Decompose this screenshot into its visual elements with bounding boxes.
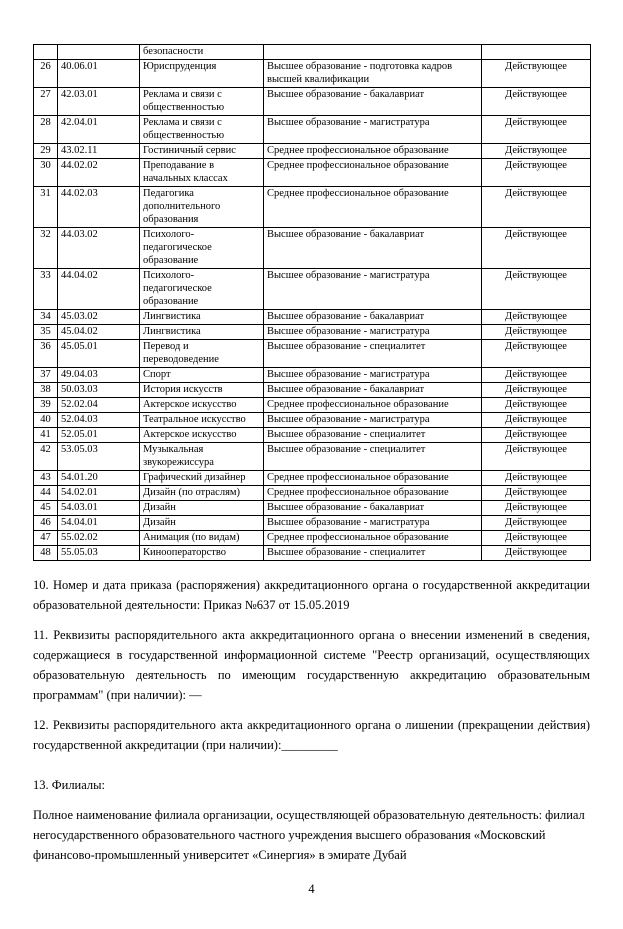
table-row bbox=[34, 340, 591, 368]
paragraph-revocation-act: 12. Реквизиты распорядительного акта аккредитационного органа о лишении (прекращении действия) государственной аккредитации (при наличии):_________ bbox=[33, 718, 590, 752]
cell-name: Дизайн bbox=[140, 501, 264, 516]
cell-code: 42.04.01 bbox=[58, 116, 140, 144]
cell-num: 30 bbox=[34, 159, 58, 187]
table-row bbox=[34, 413, 591, 428]
cell-name: Дизайн bbox=[140, 516, 264, 531]
table-row bbox=[34, 187, 591, 228]
cell-code: 44.03.02 bbox=[58, 228, 140, 269]
cell-num: 38 bbox=[34, 383, 58, 398]
cell-level: Высшее образование - бакалавриат bbox=[264, 383, 482, 398]
cell-name: Актерское искусство bbox=[140, 398, 264, 413]
cell-name: Театральное искусство bbox=[140, 413, 264, 428]
cell-level: Высшее образование - магистратура bbox=[264, 269, 482, 310]
cell-name: Юриспруденция bbox=[140, 60, 264, 88]
cell-name: Преподавание в начальных классах bbox=[140, 159, 264, 187]
cell-code: 52.04.03 bbox=[58, 413, 140, 428]
cell-num: 32 bbox=[34, 228, 58, 269]
cell-num: 27 bbox=[34, 88, 58, 116]
cell-status: Действующее bbox=[482, 486, 591, 501]
cell-status: Действующее bbox=[482, 531, 591, 546]
table-row bbox=[34, 325, 591, 340]
paragraph-branches-heading: 13. Филиалы: bbox=[33, 778, 106, 792]
cell-num: 26 bbox=[34, 60, 58, 88]
cell-num: 28 bbox=[34, 116, 58, 144]
table-row bbox=[34, 486, 591, 501]
cell-code: 52.02.04 bbox=[58, 398, 140, 413]
table-row bbox=[34, 546, 591, 561]
cell-num bbox=[34, 45, 58, 60]
cell-name: История искусств bbox=[140, 383, 264, 398]
cell-name: Актерское искусство bbox=[140, 428, 264, 443]
cell-status: Действующее bbox=[482, 501, 591, 516]
table-body bbox=[34, 45, 591, 561]
cell-num: 40 bbox=[34, 413, 58, 428]
table-row bbox=[34, 144, 591, 159]
cell-status: Действующее bbox=[482, 398, 591, 413]
cell-level: Высшее образование - магистратура bbox=[264, 325, 482, 340]
cell-name: Перевод и переводоведение bbox=[140, 340, 264, 368]
cell-num: 45 bbox=[34, 501, 58, 516]
cell-code: 52.05.01 bbox=[58, 428, 140, 443]
cell-status: Действующее bbox=[482, 60, 591, 88]
cell-code: 53.05.03 bbox=[58, 443, 140, 471]
cell-status: Действующее bbox=[482, 443, 591, 471]
cell-code: 49.04.03 bbox=[58, 368, 140, 383]
cell-level: Высшее образование - магистратура bbox=[264, 516, 482, 531]
table-row bbox=[34, 368, 591, 383]
cell-name: безопасности bbox=[140, 45, 264, 60]
cell-name: Психолого-педагогическое образование bbox=[140, 228, 264, 269]
cell-name: Психолого-педагогическое образование bbox=[140, 269, 264, 310]
paragraph-branch-full-name: Полное наименование филиала организации, осуществляющей образовательную деятельность: филиал негосударственного образовательного частного учреждения высшего образования «Московский финансово-промышленный университет «Синергия» в эмирате Дубай bbox=[33, 808, 585, 862]
cell-level: Высшее образование - подготовка кадров высшей квалификации bbox=[264, 60, 482, 88]
cell-status: Действующее bbox=[482, 383, 591, 398]
cell-status: Действующее bbox=[482, 546, 591, 561]
table-row bbox=[34, 443, 591, 471]
cell-status: Действующее bbox=[482, 340, 591, 368]
cell-status: Действующее bbox=[482, 228, 591, 269]
cell-status: Действующее bbox=[482, 116, 591, 144]
cell-name: Дизайн (по отраслям) bbox=[140, 486, 264, 501]
cell-code: 43.02.11 bbox=[58, 144, 140, 159]
cell-level: Среднее профессиональное образование bbox=[264, 144, 482, 159]
page-number: 4 bbox=[308, 882, 315, 896]
cell-code: 55.02.02 bbox=[58, 531, 140, 546]
cell-num: 31 bbox=[34, 187, 58, 228]
cell-num: 34 bbox=[34, 310, 58, 325]
cell-status: Действующее bbox=[482, 428, 591, 443]
cell-num: 37 bbox=[34, 368, 58, 383]
table-row bbox=[34, 428, 591, 443]
cell-num: 35 bbox=[34, 325, 58, 340]
cell-num: 36 bbox=[34, 340, 58, 368]
cell-code: 54.01.20 bbox=[58, 471, 140, 486]
cell-level: Высшее образование - специалитет bbox=[264, 340, 482, 368]
cell-status: Действующее bbox=[482, 310, 591, 325]
cell-name: Гостиничный сервис bbox=[140, 144, 264, 159]
table-row bbox=[34, 228, 591, 269]
cell-level: Высшее образование - специалитет bbox=[264, 443, 482, 471]
table-row bbox=[34, 310, 591, 325]
cell-num: 42 bbox=[34, 443, 58, 471]
cell-level: Высшее образование - специалитет bbox=[264, 428, 482, 443]
cell-status: Действующее bbox=[482, 471, 591, 486]
cell-status: Действующее bbox=[482, 368, 591, 383]
cell-name: Реклама и связи с общественностью bbox=[140, 88, 264, 116]
table-row bbox=[34, 398, 591, 413]
table-row bbox=[34, 45, 591, 60]
cell-level: Высшее образование - бакалавриат bbox=[264, 88, 482, 116]
table-row bbox=[34, 116, 591, 144]
cell-level: Высшее образование - магистратура bbox=[264, 413, 482, 428]
cell-code: 44.04.02 bbox=[58, 269, 140, 310]
cell-level: Высшее образование - специалитет bbox=[264, 546, 482, 561]
cell-status bbox=[482, 45, 591, 60]
cell-code: 44.02.02 bbox=[58, 159, 140, 187]
cell-status: Действующее bbox=[482, 144, 591, 159]
cell-status: Действующее bbox=[482, 187, 591, 228]
cell-level: Среднее профессиональное образование bbox=[264, 398, 482, 413]
cell-code: 45.03.02 bbox=[58, 310, 140, 325]
cell-level: Среднее профессиональное образование bbox=[264, 531, 482, 546]
cell-name: Лингвистика bbox=[140, 325, 264, 340]
table-row bbox=[34, 383, 591, 398]
cell-level: Высшее образование - бакалавриат bbox=[264, 310, 482, 325]
paragraph-order-number: 10. Номер и дата приказа (распоряжения) аккредитационного органа о государственной аккредитации образовательной деятельности: Приказ №637 от 15.05.2019 bbox=[33, 578, 590, 612]
cell-level: Высшее образование - магистратура bbox=[264, 368, 482, 383]
cell-code: 44.02.03 bbox=[58, 187, 140, 228]
table-row bbox=[34, 88, 591, 116]
cell-level: Высшее образование - бакалавриат bbox=[264, 501, 482, 516]
cell-code: 42.03.01 bbox=[58, 88, 140, 116]
paragraph-amendments-act: 11. Реквизиты распорядительного акта аккредитационного органа о внесении изменений в сведения, содержащиеся в государственной информационной системе "Реестр организаций, осуществляющих образовательную деятельность по имеющим государственную аккредитацию образовательным программам" (при наличии): — bbox=[33, 628, 590, 702]
cell-code: 54.02.01 bbox=[58, 486, 140, 501]
cell-num: 47 bbox=[34, 531, 58, 546]
cell-level bbox=[264, 45, 482, 60]
cell-level: Высшее образование - бакалавриат bbox=[264, 228, 482, 269]
cell-num: 39 bbox=[34, 398, 58, 413]
cell-num: 41 bbox=[34, 428, 58, 443]
table-row bbox=[34, 269, 591, 310]
cell-num: 33 bbox=[34, 269, 58, 310]
cell-name: Анимация (по видам) bbox=[140, 531, 264, 546]
cell-name: Педагогика дополнительного образования bbox=[140, 187, 264, 228]
table-row bbox=[34, 471, 591, 486]
cell-num: 44 bbox=[34, 486, 58, 501]
cell-num: 48 bbox=[34, 546, 58, 561]
table-row bbox=[34, 516, 591, 531]
cell-status: Действующее bbox=[482, 159, 591, 187]
cell-status: Действующее bbox=[482, 516, 591, 531]
accreditation-programs-table bbox=[33, 44, 591, 561]
table-row bbox=[34, 501, 591, 516]
cell-status: Действующее bbox=[482, 88, 591, 116]
cell-level: Среднее профессиональное образование bbox=[264, 471, 482, 486]
cell-name: Графический дизайнер bbox=[140, 471, 264, 486]
cell-name: Кинооператорство bbox=[140, 546, 264, 561]
cell-level: Среднее профессиональное образование bbox=[264, 187, 482, 228]
cell-name: Музыкальная звукорежиссура bbox=[140, 443, 264, 471]
cell-num: 43 bbox=[34, 471, 58, 486]
cell-code: 55.05.03 bbox=[58, 546, 140, 561]
cell-level: Среднее профессиональное образование bbox=[264, 486, 482, 501]
cell-code: 45.05.01 bbox=[58, 340, 140, 368]
cell-level: Высшее образование - магистратура bbox=[264, 116, 482, 144]
cell-code: 54.03.01 bbox=[58, 501, 140, 516]
cell-num: 46 bbox=[34, 516, 58, 531]
cell-code: 45.04.02 bbox=[58, 325, 140, 340]
cell-num: 29 bbox=[34, 144, 58, 159]
cell-name: Реклама и связи с общественностью bbox=[140, 116, 264, 144]
cell-name: Спорт bbox=[140, 368, 264, 383]
cell-level: Среднее профессиональное образование bbox=[264, 159, 482, 187]
cell-code: 50.03.03 bbox=[58, 383, 140, 398]
table-row bbox=[34, 531, 591, 546]
table-row bbox=[34, 60, 591, 88]
table-row bbox=[34, 159, 591, 187]
cell-code: 54.04.01 bbox=[58, 516, 140, 531]
cell-code bbox=[58, 45, 140, 60]
cell-status: Действующее bbox=[482, 269, 591, 310]
cell-name: Лингвистика bbox=[140, 310, 264, 325]
cell-code: 40.06.01 bbox=[58, 60, 140, 88]
cell-status: Действующее bbox=[482, 413, 591, 428]
cell-status: Действующее bbox=[482, 325, 591, 340]
